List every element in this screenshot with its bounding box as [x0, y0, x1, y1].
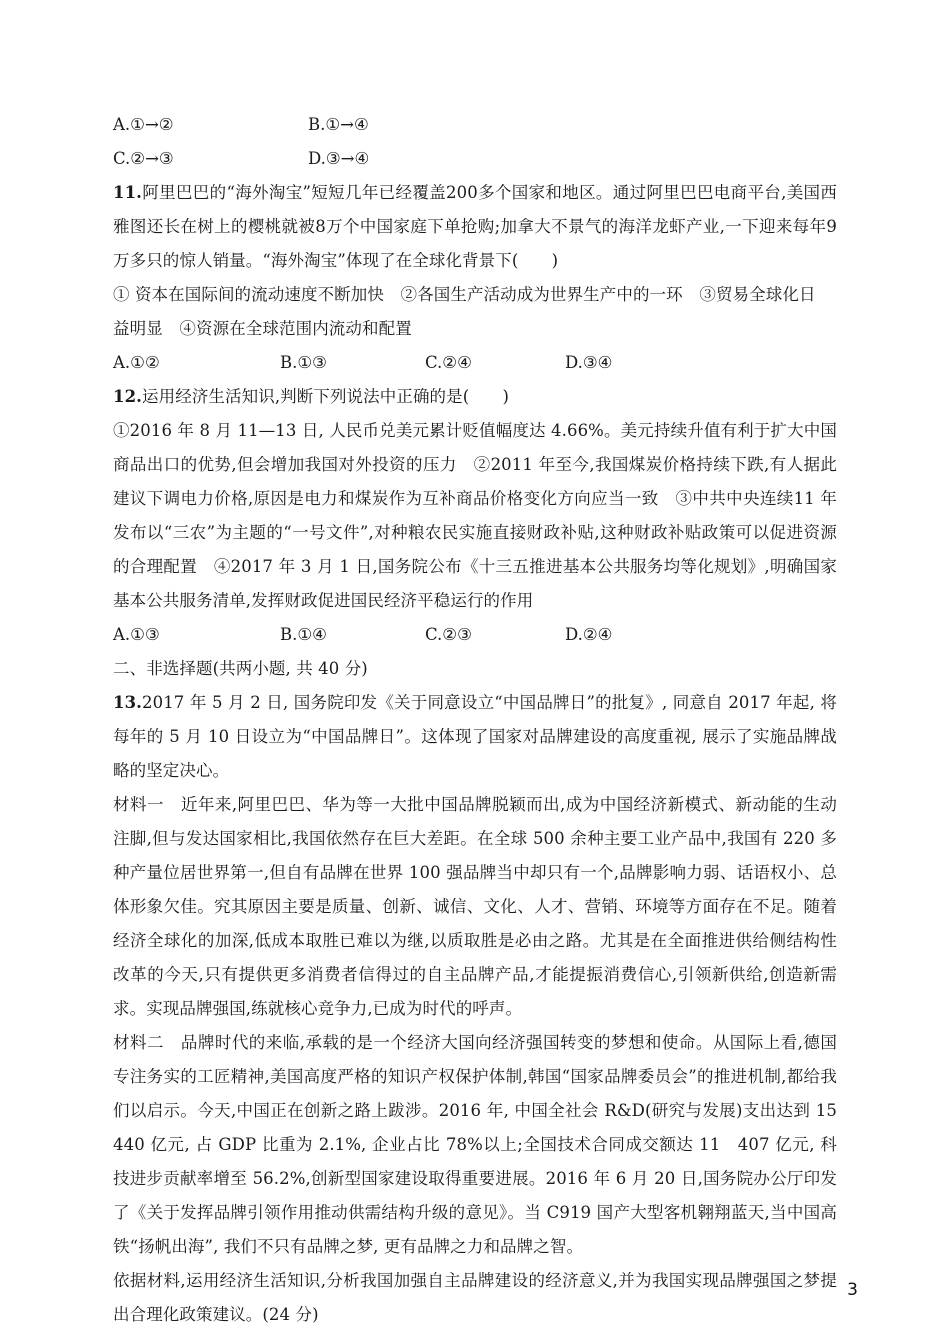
- question-12-body: ①2016 年 8 月 11—13 日, 人民币兑美元累计贬值幅度达 4.66%。美元持续升值有利于扩大中国商品出口的优势,但会增加我国对外投资的压力 ②2011 年至今,我国煤炭价格持续下跌,有人据此建议下调电力价格,原因是电力和煤炭作为互补商品价格变化方向应当一致 ③中共中央连续11 年发布以“三农”为主题的“一号文件”,对种粮农民实施直接财政补贴,这种财政补贴政策可以促进资源的合理配置 ④2017 年 3 月 1 日,国务院公布《十三五推进基本公共服务均等化规划》,明确国家基本公共服务清单,发挥财政促进国民经济平稳运行的作用: [113, 421, 837, 610]
- question-12-option-a[interactable]: A.①③: [113, 625, 160, 644]
- question-12-option-c[interactable]: C.②③: [425, 625, 472, 644]
- material-1-text: 近年来,阿里巴巴、华为等一大批中国品牌脱颖而出,成为中国经济新模式、新动能的生动注脚,但与发达国家相比,我国依然存在巨大差距。在全球 500 余种主要工业产品中,我国有 220 多种产量位居世界第一,但自有品牌在世界 100 强品牌当中却只有一个,品牌影响力弱、话语权小、总体形象欠佳。究其原因主要是质量、创新、诚信、文化、人才、营销、环境等方面存在不足。随着经济全球化的加深,低成本取胜已难以为继,以质取胜是必由之路。尤其是在全面推进供给侧结构性改革的今天,只有提供更多消费者信得过的自主品牌产品,才能提振消费信心,引领新供给,创造新需求。实现品牌强国,练就核心竞争力,已成为时代的呼声。: [113, 795, 837, 1018]
- question-11-option-d[interactable]: D.③④: [565, 353, 613, 372]
- question-11-text: 阿里巴巴的“海外淘宝”短短几年已经覆盖200多个国家和地区。通过阿里巴巴电商平台,美国西雅图还长在树上的樱桃就被8万个中国家庭下单抢购;加拿大不景气的海洋龙虾产业,一下迎来每年9万多只的惊人销量。“海外淘宝”体现了在全球化背景下( ): [113, 183, 837, 270]
- page-number: 3: [847, 1280, 858, 1300]
- question-11-option-a[interactable]: A.①②: [113, 353, 160, 372]
- question-11-option-b[interactable]: B.①③: [280, 353, 327, 372]
- material-2: [113, 1026, 854, 1264]
- question-13-stem: [113, 686, 837, 788]
- question-12-option-d[interactable]: D.②④: [565, 625, 613, 644]
- question-11-stem: [113, 176, 837, 278]
- carryover-options-row-2: [113, 142, 837, 176]
- option-b[interactable]: B.①→④: [308, 115, 369, 134]
- material-2-text: 品牌时代的来临,承载的是一个经济大国向经济强国转变的梦想和使命。从国际上看,德国专注务实的工匠精神,美国高度严格的知识产权保护体制,韩国“国家品牌委员会”的推进机制,都给我们以启示。今天,中国正在创新之路上跋涉。2016 年, 中国全社会 R&D(研究与发展)支出达到 15 440 亿元, 占 GDP 比重为 2.1%, 企业占比 78%以上;全国技术合同成交额达 11 407 亿元, 科技进步贡献率增至 56.2%,创新型国家建设取得重要进展。2016 年 6 月 20 日,国务院办公厅印发了《关于发挥品牌引领作用推动供需结构升级的意见》。当 C919 国产大型客机翱翔蓝天,当中国高铁“扬帆出海”, 我们不只有品牌之梦, 更有品牌之力和品牌之智。: [113, 1033, 854, 1256]
- question-12-number: 12.: [113, 387, 143, 406]
- question-12-options: [113, 618, 837, 652]
- material-2-label: 材料二: [113, 1033, 164, 1052]
- question-12-stem: [113, 380, 837, 414]
- question-13-number: 13.: [113, 693, 143, 712]
- question-11-items-line-2: 益明显 ④资源在全球范围内流动和配置: [113, 319, 412, 338]
- option-d[interactable]: D.③→④: [308, 149, 370, 168]
- question-11-options: [113, 346, 837, 380]
- page-content: [113, 108, 854, 1332]
- question-11-items-line-1: ① 资本在国际间的流动速度不断加快 ②各国生产活动成为世界生产中的一环 ③贸易全球化日: [113, 285, 816, 304]
- material-1-label: 材料一: [113, 795, 164, 814]
- option-c[interactable]: C.②→③: [113, 149, 174, 168]
- question-13-text: 2017 年 5 月 2 日, 国务院印发《关于同意设立“中国品牌日”的批复》, 同意自 2017 年起, 将每年的 5 月 10 日设立为“中国品牌日”。这体现了国家对品牌建设的高度重视, 展示了实施品牌战略的坚定决心。: [113, 693, 837, 780]
- question-12-option-b[interactable]: B.①④: [280, 625, 327, 644]
- material-1: [113, 788, 837, 1026]
- question-11-number: 11.: [113, 183, 143, 202]
- section-2-heading: 二、非选择题(共两小题, 共 40 分): [113, 659, 368, 678]
- question-11-option-c[interactable]: C.②④: [425, 353, 472, 372]
- option-a[interactable]: A.①→②: [113, 115, 174, 134]
- carryover-options-row-1: [113, 108, 837, 142]
- question-13-prompt: 依据材料,运用经济生活知识,分析我国加强自主品牌建设的经济意义,并为我国实现品牌强国之梦提出合理化政策建议。(24 分): [113, 1271, 837, 1324]
- question-12-text: 运用经济生活知识,判断下列说法中正确的是( ): [142, 387, 510, 406]
